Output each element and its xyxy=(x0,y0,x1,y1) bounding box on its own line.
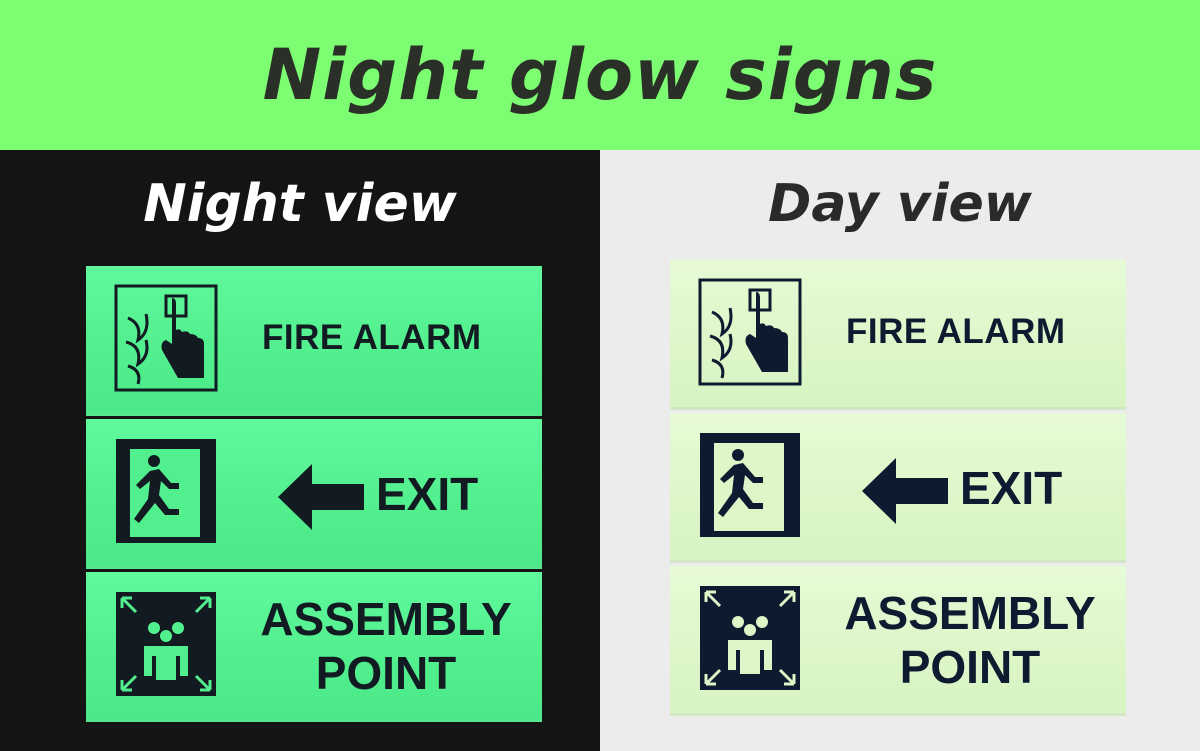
assembly-line-2: POINT xyxy=(315,647,457,699)
page-title: Night glow signs xyxy=(262,34,938,116)
left-arrow-icon xyxy=(278,464,364,530)
assembly-line-1: ASSEMBLY xyxy=(260,593,512,645)
exit-running-man-icon xyxy=(698,431,802,539)
fire-alarm-icon xyxy=(114,284,218,392)
day-sign-stack xyxy=(670,260,1126,718)
header-banner xyxy=(0,0,1200,150)
fire-alarm-sign xyxy=(670,260,1126,410)
assembly-point-sign xyxy=(670,566,1126,716)
exit-sign xyxy=(670,413,1126,563)
day-view-title: Day view xyxy=(768,174,1032,234)
exit-sign xyxy=(86,419,542,569)
assembly-point-label xyxy=(830,586,1110,694)
night-sign-stack xyxy=(86,266,542,724)
exit-running-man-icon xyxy=(114,437,218,545)
assembly-point-icon xyxy=(114,590,218,698)
left-arrow-icon xyxy=(862,458,948,524)
exit-label: EXIT xyxy=(376,468,479,520)
night-view-panel xyxy=(0,150,600,751)
assembly-point-sign xyxy=(86,572,542,722)
fire-alarm-sign xyxy=(86,266,542,416)
fire-alarm-label: FIRE ALARM xyxy=(262,318,482,357)
assembly-line-1: ASSEMBLY xyxy=(844,587,1096,639)
assembly-point-icon xyxy=(698,584,802,692)
day-view-panel xyxy=(600,150,1200,751)
exit-label: EXIT xyxy=(960,462,1063,514)
assembly-point-label xyxy=(246,592,526,700)
fire-alarm-label: FIRE ALARM xyxy=(846,312,1066,351)
assembly-line-2: POINT xyxy=(899,641,1041,693)
fire-alarm-icon xyxy=(698,278,802,386)
night-view-title: Night view xyxy=(143,174,457,234)
